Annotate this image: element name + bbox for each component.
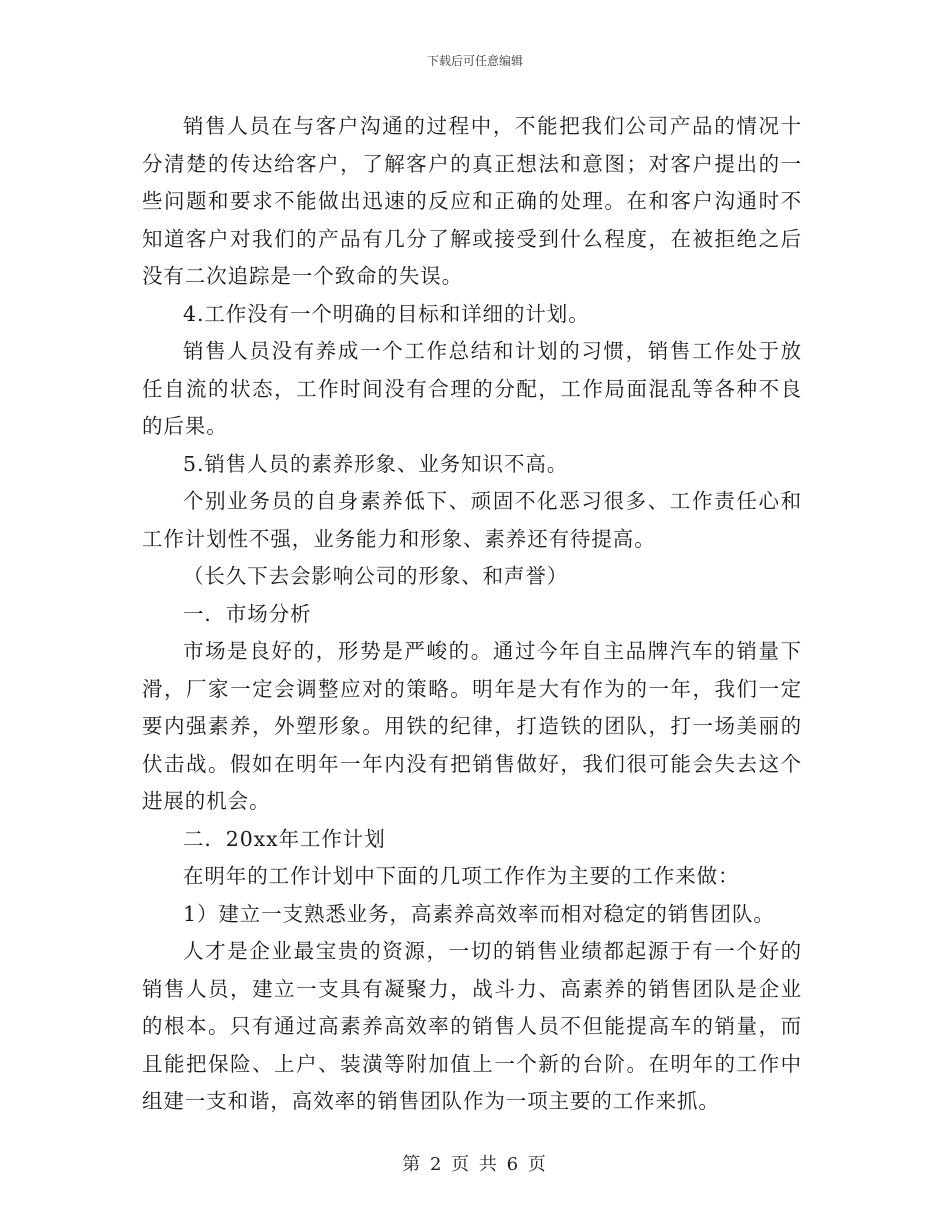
paragraph-plan-intro: 在明年的工作计划中下面的几项工作作为主要的工作来做： xyxy=(183,864,740,888)
heading-item-5: 5.销售人员的素养形象、业务知识不高。 xyxy=(183,451,569,476)
document-body xyxy=(142,108,802,1121)
heading-work-plan: 二．20xx年工作计划 xyxy=(183,826,386,851)
heading-item-4: 4.工作没有一个明确的目标和详细的计划。 xyxy=(183,301,590,326)
paragraph-market: 市场是良好的，形势是严峻的。通过今年自主品牌汽车的销量下滑，厂家一定会调整应对的策略。明年是大有作为的一年，我们一定要内强素养，外塑形象。用铁的纪律，打造铁的团队，打一场美丽的伏击战。假如在明年一年内没有把销售做好，我们很可能会失去这个进展的机会。 xyxy=(142,639,802,813)
page-number-footer: 第 2 页 共 6 页 xyxy=(402,1154,548,1175)
paragraph-team: 人才是企业最宝贵的资源，一切的销售业绩都起源于有一个好的销售人员，建立一支具有凝聚力，战斗力、高素养的销售团队是企业的根本。只有通过高素养高效率的销售人员不但能提高车的销量，而且能把保险、上户、装潢等附加值上一个新的台阶。在明年的工作中组建一支和谐，高效率的销售团队作为一项主要的工作来抓。 xyxy=(142,939,802,1113)
page-header: 下载后可任意编辑 xyxy=(426,54,523,68)
paragraph-planning: 销售人员没有养成一个工作总结和计划的习惯，销售工作处于放任自流的状态，工作时间没有合理的分配，工作局面混乱等各种不良的后果。 xyxy=(142,339,802,438)
paragraph-quality: 个别业务员的自身素养低下、顽固不化恶习很多、工作责任心和工作计划性不强，业务能力和形象、素养还有待提高。 xyxy=(142,489,802,551)
paragraph-note: （长久下去会影响公司的形象、和声誉） xyxy=(183,564,569,588)
heading-market-analysis: 一．市场分析 xyxy=(183,601,312,626)
paragraph-communication: 销售人员在与客户沟通的过程中，不能把我们公司产品的情况十分清楚的传达给客户，了解客户的真正想法和意图；对客户提出的一些问题和要求不能做出迅速的反应和正确的处理。在和客户沟通时不知道客户对我们的产品有几分了解或接受到什么程度，在被拒绝之后没有二次追踪是一个致命的失误。 xyxy=(142,114,802,288)
heading-plan-item-1: 1）建立一支熟悉业务，高素养高效率而相对稳定的销售团队。 xyxy=(183,901,775,926)
